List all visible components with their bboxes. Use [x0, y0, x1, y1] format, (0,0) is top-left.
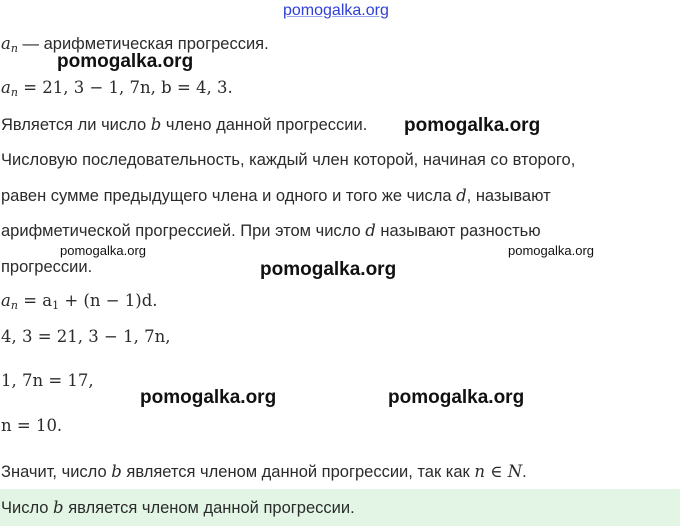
- theory-line-3: [1, 220, 541, 242]
- question-line: [1, 114, 367, 136]
- watermark: pomogalka.org: [404, 115, 541, 136]
- general-formula: [1, 290, 158, 317]
- var-d: d: [456, 186, 467, 205]
- sequence-symbol: $a_n$: [1, 78, 18, 99]
- formula-rhs: = a: [23, 291, 53, 310]
- theory-line-2: [1, 185, 551, 207]
- watermark: pomogalka.org: [57, 51, 194, 72]
- question-text: Является ли число: [1, 116, 151, 134]
- theory-line-4: прогрессии.: [1, 258, 93, 276]
- var-d: d: [365, 221, 376, 240]
- watermark: pomogalka.org: [388, 387, 525, 408]
- subscript-one: 1: [52, 299, 60, 312]
- var-b: b: [53, 498, 64, 517]
- watermark: pomogalka.org: [140, 387, 277, 408]
- sequence-symbol: $a_n$: [1, 34, 18, 55]
- theory-text-end: называют разностью: [375, 222, 541, 240]
- condition-formula: [1, 77, 233, 104]
- conclusion-text: Значит, число: [1, 463, 112, 481]
- formula-text: = 21, 3 − 1, 7n, b = 4, 3.: [23, 78, 233, 97]
- solution-step-1: 4, 3 = 21, 3 − 1, 7n,: [1, 327, 171, 346]
- condition-text: — арифметическая прогрессия.: [22, 35, 269, 53]
- question-text-end: члено данной прогрессии.: [161, 116, 368, 134]
- watermark: pomogalka.org: [260, 259, 397, 280]
- answer-text-end: является членом данной прогрессии.: [63, 499, 355, 517]
- watermark-link[interactable]: pomogalka.org: [283, 2, 389, 19]
- formula-tail: + (n − 1)d.: [59, 291, 158, 310]
- var-b: b: [111, 462, 122, 481]
- conclusion-text-end: .: [522, 463, 527, 481]
- conclusion-text-mid: является членом данной прогрессии, так как: [121, 463, 475, 481]
- solution-step-2: 1, 7n = 17,: [1, 371, 94, 390]
- answer-line: [1, 497, 355, 519]
- theory-text-end: , называют: [466, 187, 551, 205]
- conclusion-line: [1, 461, 527, 483]
- theory-text: арифметической прогрессией. При этом число: [1, 222, 366, 240]
- var-b: b: [150, 115, 162, 134]
- theory-text: равен сумме предыдущего члена и одного и того же числа: [1, 187, 457, 205]
- answer-text: Число: [1, 499, 54, 517]
- watermark: pomogalka.org: [60, 243, 146, 258]
- watermark: pomogalka.org: [508, 243, 594, 258]
- theory-line-1: Числовую последовательность, каждый член которой, начиная со второго,: [1, 151, 576, 169]
- solution-step-3: n = 10.: [1, 416, 63, 435]
- sequence-symbol: $a_n$: [1, 291, 18, 312]
- set-expression: n ∈ N: [474, 462, 523, 481]
- condition-line-1: [1, 33, 269, 60]
